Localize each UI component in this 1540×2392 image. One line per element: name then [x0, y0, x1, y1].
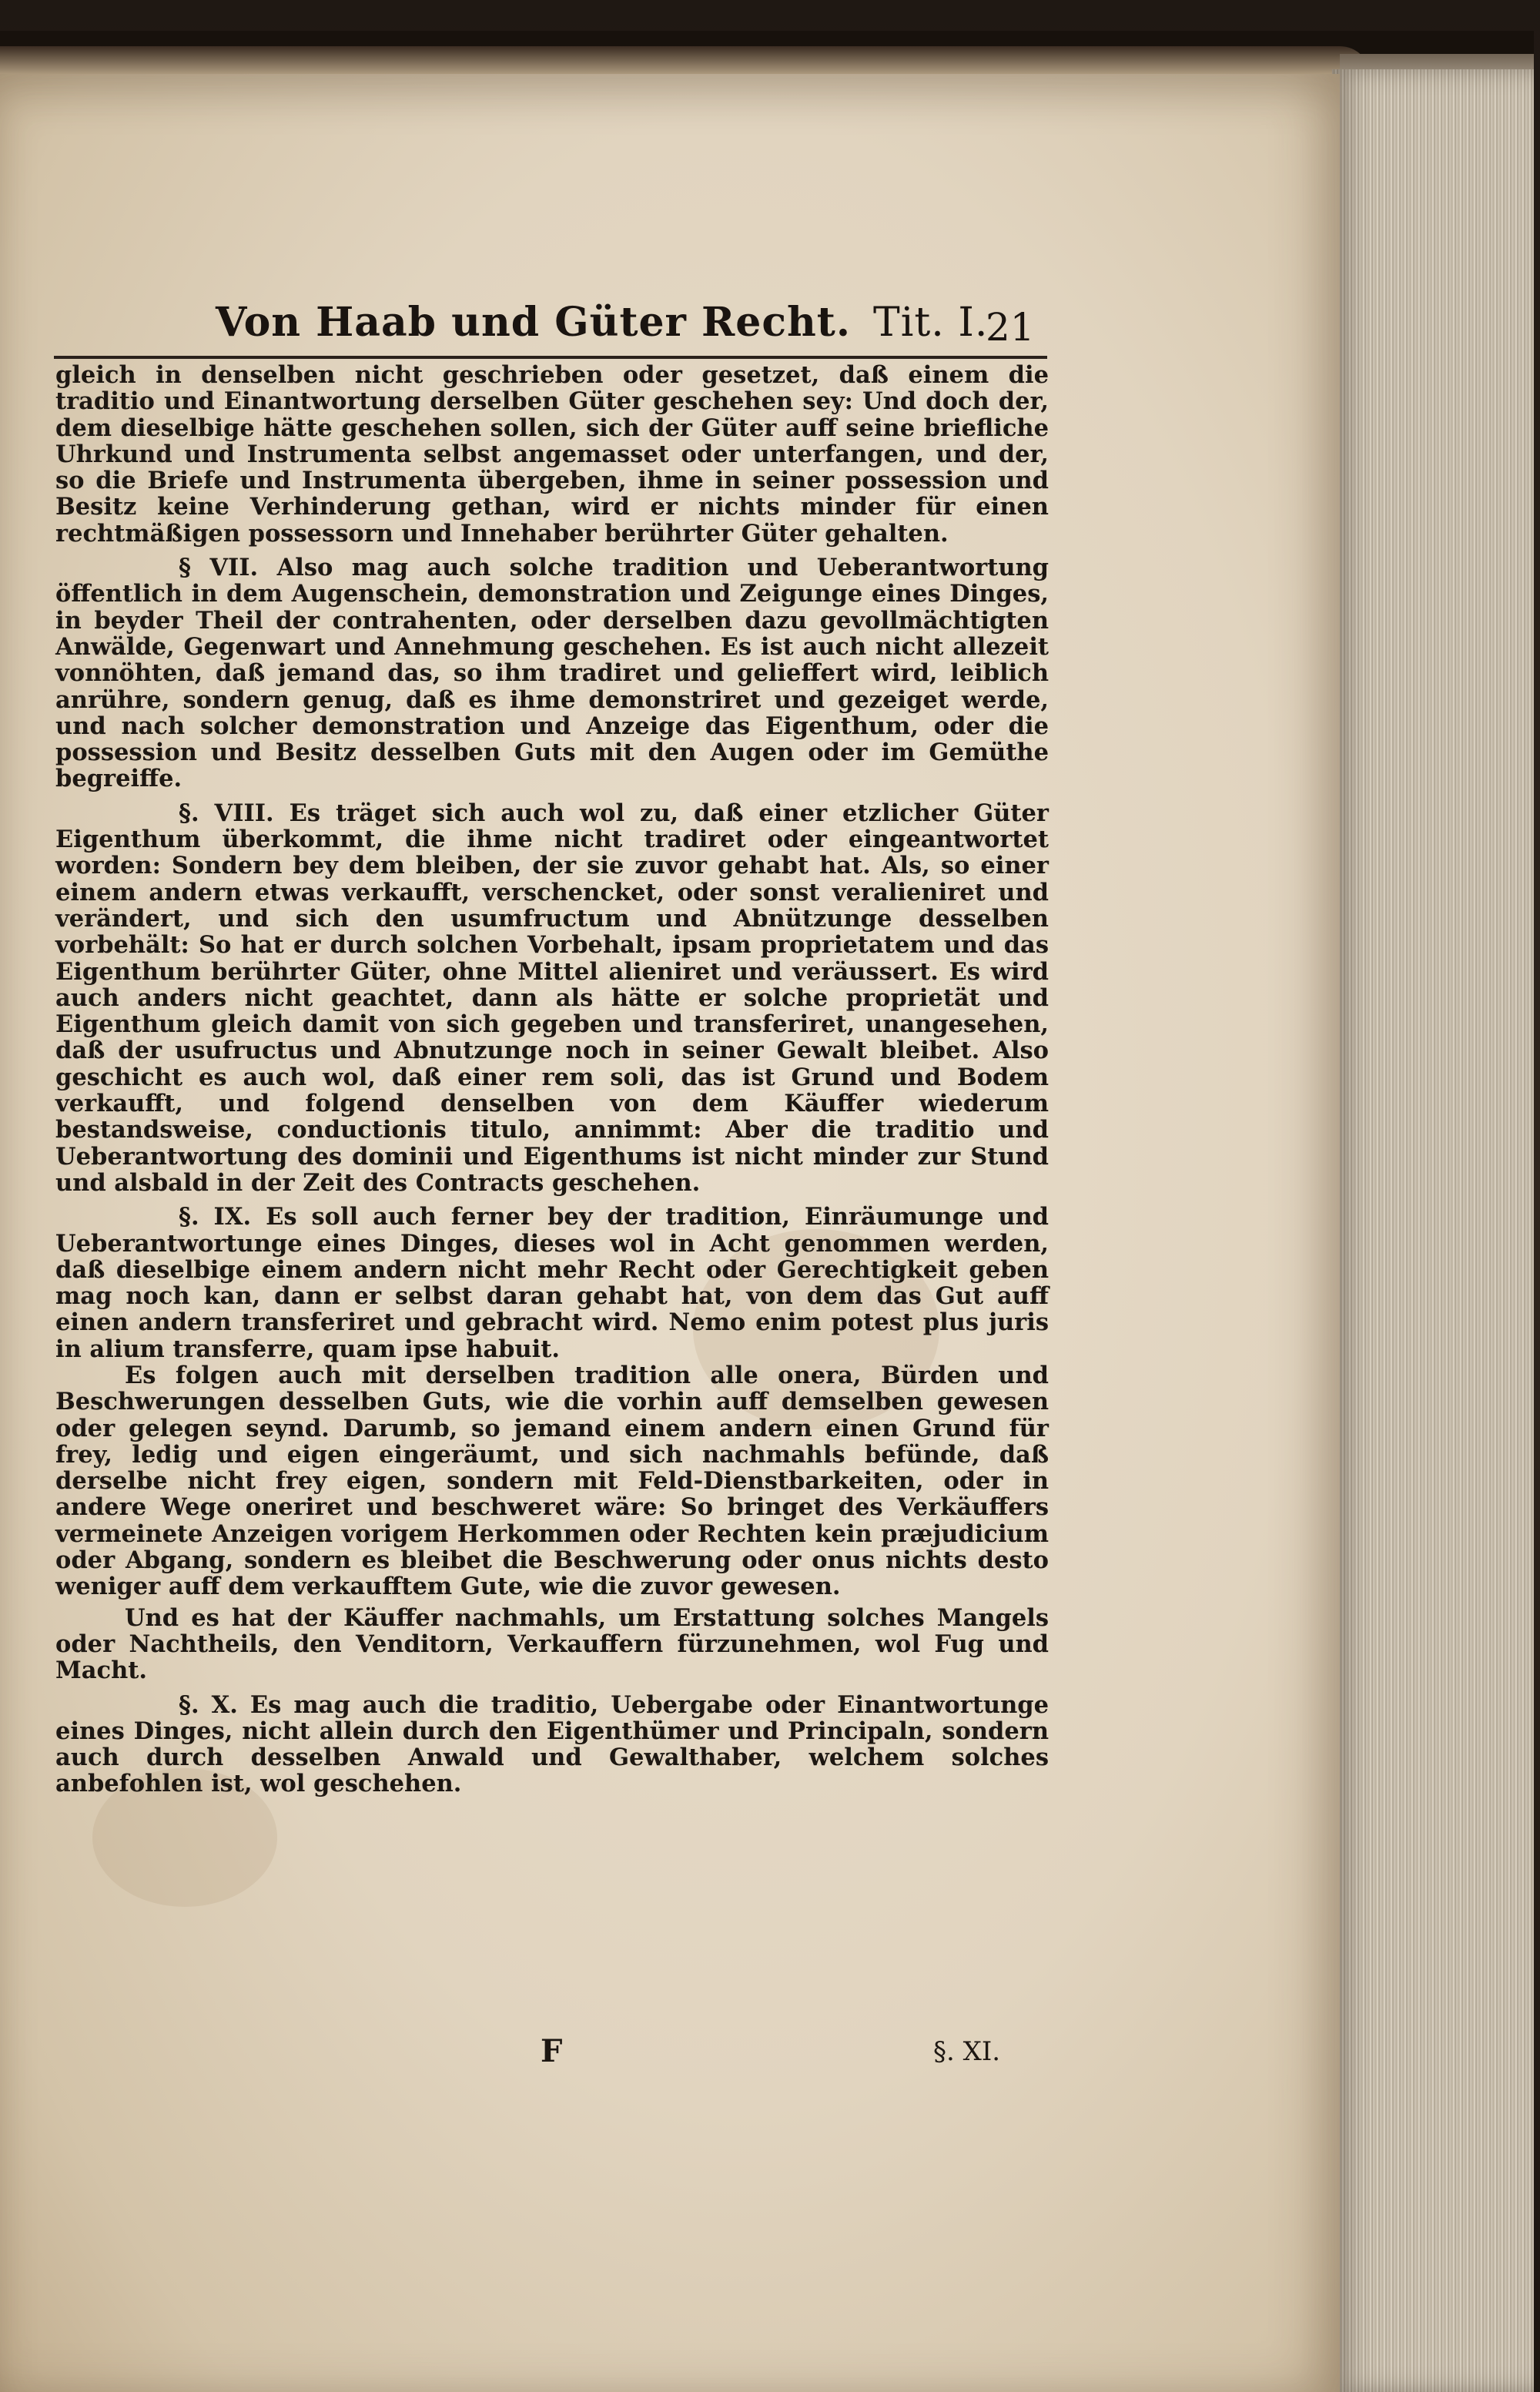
paragraph: Es folgen auch mit derselben tradition alle onera, Bürden und Beschwerungen desselben Guts, wie die vorhin auff demselben gewesen oder gelegen seynd. Darumb, so jemand einem andern einen Grund für frey, ledig und eigen eingeräumt, und sich nachmahls befünde, daß derselbe nicht frey eigen, sondern mit Feld-Dienstbarkeiten, oder in andere Wege oneriret und beschweret wäre: So bringet des Verkäuffers vermeinete Anzeigen vorigem Herkommen oder Rechten kein præjudicium oder Abgang, sondern es bleibet die Beschwerung oder onus nichts desto weniger auff dem verkaufftem Gute, wie die zuvor gewesen.: [55, 1361, 1049, 1601]
paragraph: §. X. Es mag auch die traditio, Uebergabe oder Einantwortunge eines Dinges, nicht allein durch den Eigenthümer und Principaln, sondern auch durch desselben Anwald und Gewalthaber, welchem solches anbefohlen ist, wol geschehen.: [55, 1690, 1049, 1798]
paragraph: Und es hat der Käuffer nachmahls, um Erstattung solches Mangels oder Nachtheils, den Venditorn, Verkauffern fürzunehmen, wol Fug und Macht.: [55, 1603, 1049, 1685]
running-title: [216, 299, 988, 346]
title-number: Tit. I.: [873, 300, 989, 346]
header-rule: [54, 356, 1047, 359]
paragraph: §. IX. Es soll auch ferner bey der tradition, Einräumunge und Ueberantwortunge eines Dinges, dieses wol in Acht genommen werden, daß dieselbige einem andern nicht mehr Recht oder Gerechtigkeit geben mag noch kan, dann er selbst daran gehabt hat, von dem das Gut auff einen andern transferiret und gebracht wird. Nemo enim potest plus juris in alium transferre, quam ipse habuit.: [55, 1203, 1049, 1363]
paragraph: §. VIII. Es träget sich auch wol zu, daß einer etzlicher Güter Eigenthum überkommt, die ihme nicht tradiret oder eingeantwortet worden: Sondern bey dem bleiben, der sie zuvor gehabt hat. Als, so einer einem andern etwas verkaufft, verschencket, oder sonst veralieniret und verändert, und sich den usumfructum und Abnützunge desselben vorbehält: So hat er durch solchen Vorbehalt, ipsam proprietatem und das Eigenthum berührter Güter, ohne Mittel alieniret und veräussert. Es wird auch anders nicht geachtet, dann als hätte er solche proprietät und Eigenthum gleich damit von sich gegeben und transferiret, unangesehen, daß der usufructus und Abnutzunge noch in seiner Gewalt bleibet. Also geschicht es auch wol, daß einer rem soli, das ist Grund und Bodem verkaufft, und folgend denselben von dem Käuffer wiederum bestandsweise, conductionis titulo, annimmt: Aber die traditio und Ueberantwortung des dominii und Eigenthums ist nicht minder zur Stund und alsbald in der Zeit des Contracts geschehen.: [55, 799, 1049, 1197]
page-footer: [55, 2033, 1049, 2079]
stacked-page-edges: [1332, 69, 1534, 2392]
paragraph: gleich in denselben nicht geschrieben oder gesetzet, daß einem die traditio und Einantwortung derselben Güter geschehen sey: Und doch der, dem dieselbige hätte geschehen sollen, sich der Güter auff seine briefliche Uhrkund und Instrumenta selbst angemasset oder unterfangen, und der, so die Briefe und Instrumenta übergeben, ihme in seiner possession und Besitz keine Verhinderung gethan, wird er nichts minder für einen rechtmäßigen possessorn und Innehaber berührter Güter gehalten.: [55, 361, 1049, 548]
paragraph: § VII. Also mag auch solche tradition und Ueberantwortung öffentlich in dem Augenschein, demonstration und Zeigunge eines Dinges, in beyder Theil der contrahenten, oder derselben dazu gevollmächtigten Anwälde, Gegenwart und Annehmung geschehen. Es ist auch nicht allezeit vonnöhten, daß jemand das, so ihm tradiret und gelieffert wird, leiblich anrühre, sondern genug, daß es ihme demonstriret und gezeiget werde, und nach solcher demonstration und Anzeige das Eigenthum, oder die possession und Besitz desselben Guts mit den Augen oder im Gemüthe begreiffe.: [55, 554, 1049, 793]
running-title-text: Von Haab und Güter Recht.: [216, 299, 851, 346]
page-number: 21: [986, 305, 1035, 350]
running-head: [216, 299, 1055, 360]
catchword: §. XI.: [933, 2036, 1001, 2067]
signature-mark: F: [541, 2033, 563, 2069]
body-text: [55, 362, 1049, 1797]
